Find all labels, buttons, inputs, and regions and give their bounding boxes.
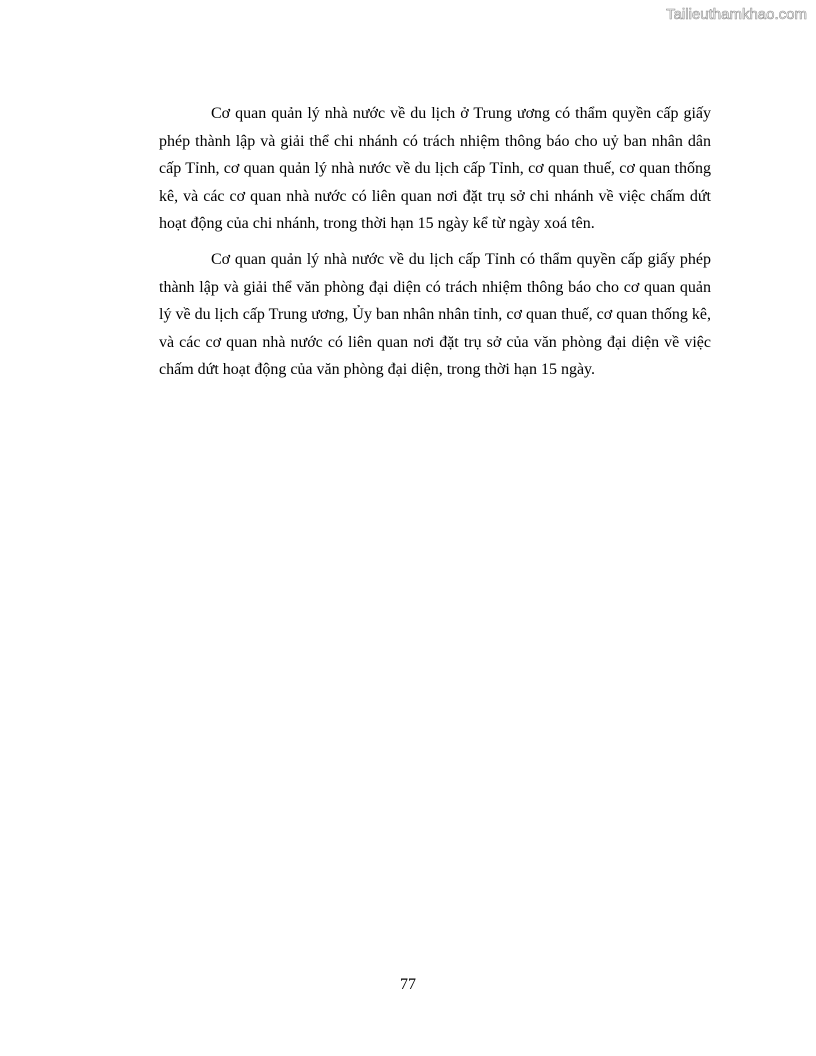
paragraph-branch-notice: Cơ quan quản lý nhà nước về du lịch ở Trung ương có thẩm quyền cấp giấy phép thành lập và giải thể chi nhánh có trách nhiệm thông báo cho uỷ ban nhân dân cấp Tỉnh, cơ quan quản lý nhà nước về du lịch cấp Tỉnh, cơ quan thuế, cơ quan thống kê, và các cơ quan nhà nước có liên quan nơi đặt trụ sở chi nhánh về việc chấm dứt hoạt động của chi nhánh, trong thời hạn 15 ngày kể từ ngày xoá tên.	[159, 105, 711, 233]
document-body	[159, 100, 711, 392]
page-number: 77	[400, 976, 416, 993]
watermark-text: Tailieuthamkhao.com	[666, 6, 807, 23]
paragraph-office-notice: Cơ quan quản lý nhà nước về du lịch cấp Tỉnh có thẩm quyền cấp giấy phép thành lập và giải thể văn phòng đại diện có trách nhiệm thông báo cho cơ quan quản lý về du lịch cấp Trung ương, Ủy ban nhân nhân tỉnh, cơ quan thuế, cơ quan thống kê, và các cơ quan nhà nước có liên quan nơi đặt trụ sở của văn phòng đại diện về việc chấm dứt hoạt động của văn phòng đại diện, trong thời hạn 15 ngày.	[159, 250, 711, 379]
